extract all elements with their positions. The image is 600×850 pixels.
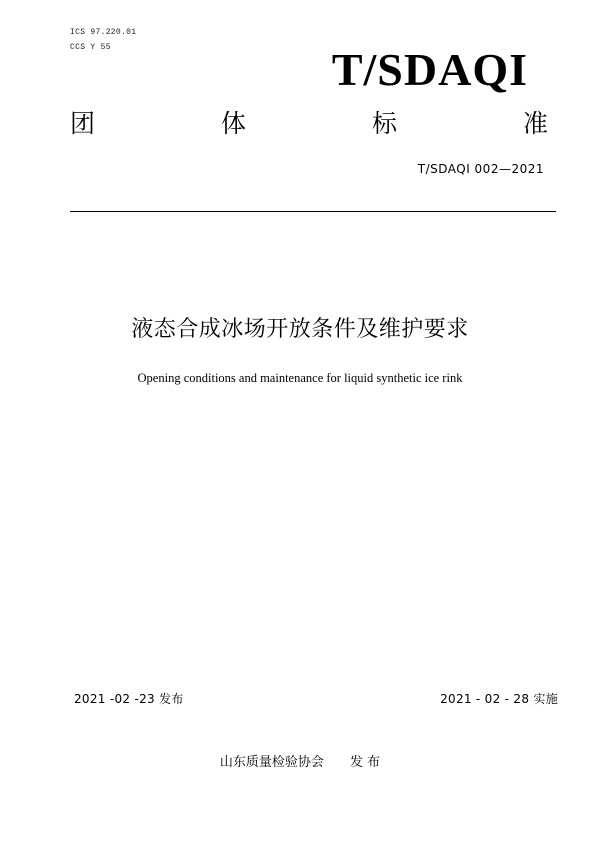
publisher-action: 发 布 (349, 755, 381, 770)
standard-type-char-1: 团 (70, 109, 96, 138)
standard-type-char-4: 准 (522, 109, 548, 138)
standard-number: T/SDAQI 002—2021 (417, 162, 544, 176)
standard-type-char-2: 体 (220, 109, 246, 138)
header-divider (70, 211, 556, 212)
implementation-date: 2021 - 02 - 28 实施 (440, 692, 558, 706)
publisher-line (0, 751, 600, 770)
issue-date: 2021 -02 -23 发布 (74, 692, 184, 706)
standard-type-char-3: 标 (371, 109, 397, 138)
standard-type-heading (70, 111, 548, 136)
document-title-english: Opening conditions and maintenance for liquid synthetic ice rink (137, 371, 463, 385)
document-title-chinese: 液态合成冰场开放条件及维护要求 (131, 317, 469, 342)
ics-code: ICS 97.220.01 (70, 28, 137, 37)
ccs-code: CCS Y 55 (70, 43, 111, 52)
brand-logo-text: T/SDAQI (331, 44, 528, 95)
publisher-name: 山东质量检验协会 (219, 755, 324, 770)
